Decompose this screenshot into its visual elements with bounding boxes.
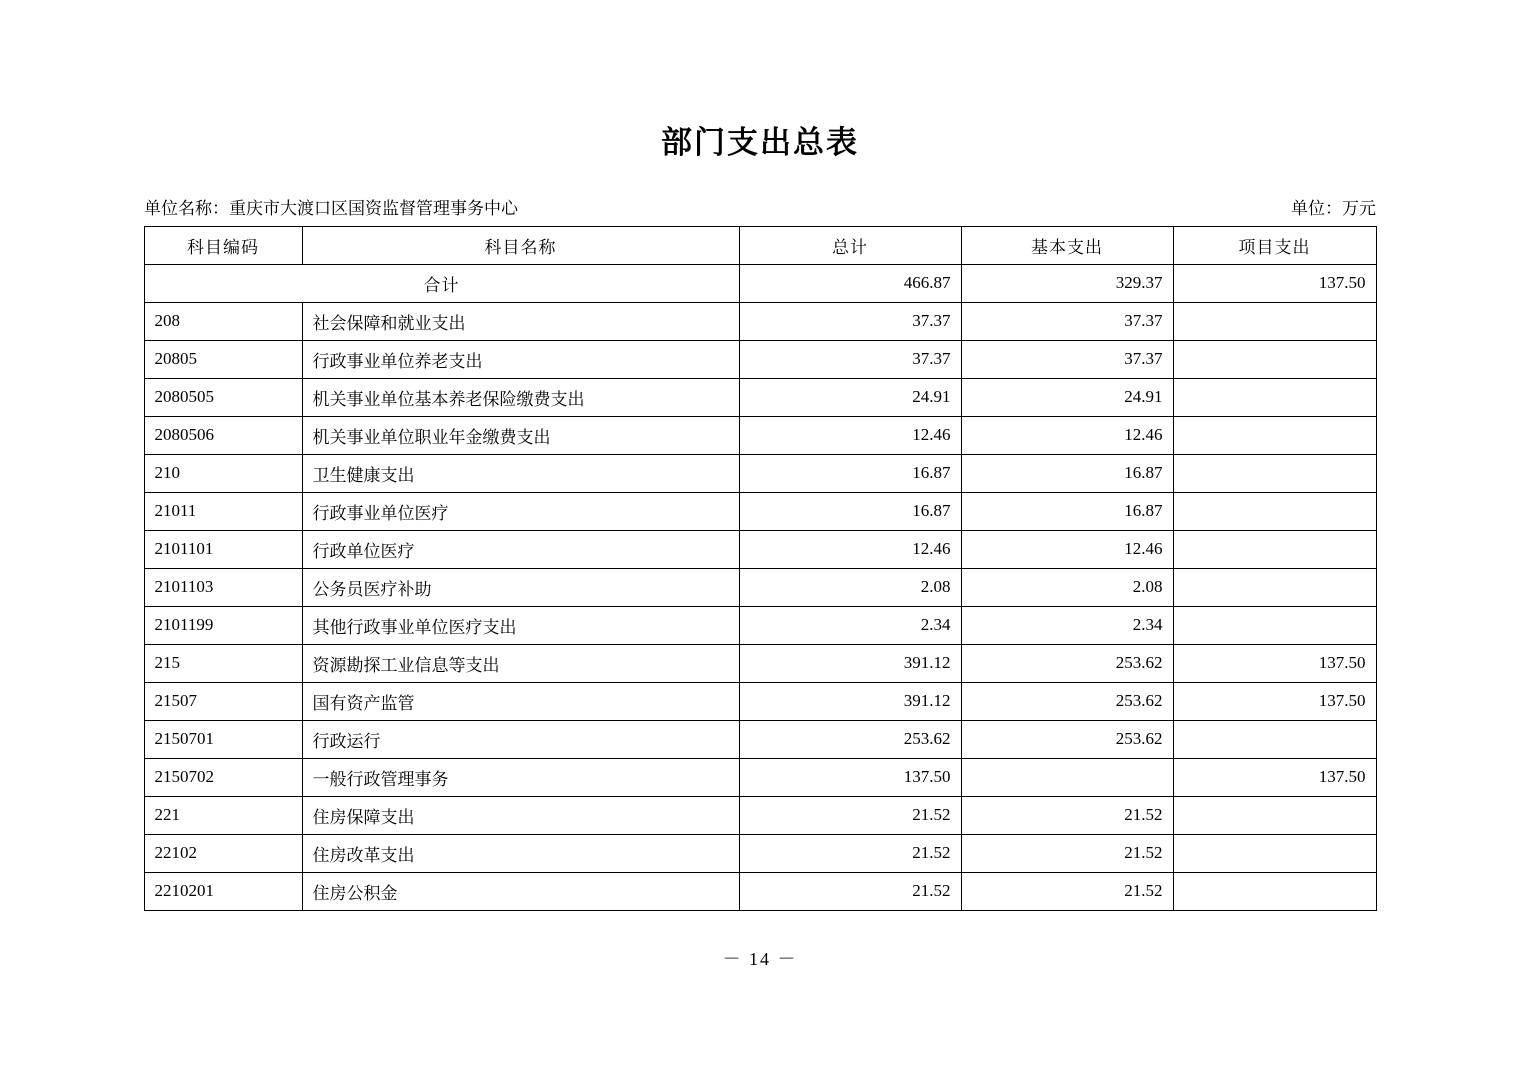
cell-total: 2.34 [739,606,961,644]
cell-project-expenditure: 137.50 [1173,682,1376,720]
cell-subject-code: 21507 [144,682,302,720]
cell-total: 37.37 [739,340,961,378]
table-row [144,530,1376,568]
cell-project-expenditure [1173,796,1376,834]
cell-basic-expenditure: 24.91 [961,378,1173,416]
cell-basic-expenditure: 253.62 [961,644,1173,682]
cell-project-expenditure [1173,720,1376,758]
cell-subject-code: 20805 [144,340,302,378]
cell-project-expenditure: 137.50 [1173,758,1376,796]
cell-subject-name: 机关事业单位职业年金缴费支出 [302,416,739,454]
table-row [144,378,1376,416]
table-row [144,340,1376,378]
cell-subject-code: 210 [144,454,302,492]
cell-subject-code: 2101101 [144,530,302,568]
cell-total: 253.62 [739,720,961,758]
table-row [144,796,1376,834]
table-header-row [144,226,1376,264]
cell-total: 12.46 [739,530,961,568]
cell-subject-name: 行政运行 [302,720,739,758]
department-expenditure-table [144,226,1377,911]
page-number: － 14 － [722,949,798,969]
cell-project-expenditure [1173,492,1376,530]
cell-subject-name: 社会保障和就业支出 [302,302,739,340]
cell-total: 2.08 [739,568,961,606]
cell-total: 21.52 [739,872,961,910]
table-row [144,834,1376,872]
total-row-label: 合计 [144,264,739,302]
column-header-basic: 基本支出 [961,226,1173,264]
table-row-total [144,264,1376,302]
cell-total: 16.87 [739,492,961,530]
cell-subject-name: 卫生健康支出 [302,454,739,492]
cell-project-expenditure [1173,834,1376,872]
cell-subject-code: 2080505 [144,378,302,416]
cell-total: 21.52 [739,834,961,872]
cell-subject-name: 住房改革支出 [302,834,739,872]
cell-basic-expenditure: 16.87 [961,492,1173,530]
unit-name-value: 重庆市大渡口区国资监督管理事务中心 [229,199,518,219]
cell-subject-code: 208 [144,302,302,340]
table-row [144,606,1376,644]
table-body [144,264,1376,910]
cell-total: 12.46 [739,416,961,454]
total-row-basic: 329.37 [961,264,1173,302]
cell-subject-code: 215 [144,644,302,682]
cell-basic-expenditure: 37.37 [961,340,1173,378]
cell-subject-code: 21011 [144,492,302,530]
cell-total: 391.12 [739,682,961,720]
cell-project-expenditure [1173,454,1376,492]
cell-total: 137.50 [739,758,961,796]
cell-project-expenditure: 137.50 [1173,644,1376,682]
table-row [144,454,1376,492]
table-row [144,416,1376,454]
cell-project-expenditure [1173,378,1376,416]
table-row [144,568,1376,606]
cell-subject-name: 国有资产监管 [302,682,739,720]
cell-basic-expenditure: 16.87 [961,454,1173,492]
cell-subject-name: 其他行政事业单位医疗支出 [302,606,739,644]
cell-basic-expenditure: 253.62 [961,682,1173,720]
cell-subject-name: 一般行政管理事务 [302,758,739,796]
cell-subject-code: 2101103 [144,568,302,606]
table-row [144,302,1376,340]
cell-basic-expenditure: 12.46 [961,530,1173,568]
cell-subject-name: 住房公积金 [302,872,739,910]
amount-unit: 单位：万元 [1291,199,1376,219]
cell-project-expenditure [1173,606,1376,644]
document-meta [144,161,1376,219]
cell-project-expenditure [1173,340,1376,378]
cell-project-expenditure [1173,302,1376,340]
unit-name [144,199,518,219]
cell-subject-code: 2080506 [144,416,302,454]
cell-subject-name: 行政事业单位医疗 [302,492,739,530]
cell-subject-code: 22102 [144,834,302,872]
cell-total: 37.37 [739,302,961,340]
cell-subject-name: 行政事业单位养老支出 [302,340,739,378]
column-header-name: 科目名称 [302,226,739,264]
cell-subject-name: 行政单位医疗 [302,530,739,568]
column-header-total: 总计 [739,226,961,264]
cell-project-expenditure [1173,872,1376,910]
cell-subject-code: 2150702 [144,758,302,796]
unit-name-label: 单位名称： [144,199,229,219]
cell-subject-code: 2150701 [144,720,302,758]
cell-basic-expenditure: 21.52 [961,872,1173,910]
page-title: 部门支出总表 [661,125,859,160]
cell-total: 16.87 [739,454,961,492]
cell-subject-code: 221 [144,796,302,834]
table-row [144,492,1376,530]
total-row-project: 137.50 [1173,264,1376,302]
table-row [144,758,1376,796]
cell-subject-name: 住房保障支出 [302,796,739,834]
cell-total: 21.52 [739,796,961,834]
cell-basic-expenditure: 12.46 [961,416,1173,454]
cell-total: 24.91 [739,378,961,416]
cell-basic-expenditure: 2.34 [961,606,1173,644]
cell-basic-expenditure [961,758,1173,796]
column-header-code: 科目编码 [144,226,302,264]
cell-total: 391.12 [739,644,961,682]
cell-project-expenditure [1173,568,1376,606]
column-header-project: 项目支出 [1173,226,1376,264]
cell-subject-name: 公务员医疗补助 [302,568,739,606]
table-row [144,644,1376,682]
cell-subject-name: 机关事业单位基本养老保险缴费支出 [302,378,739,416]
cell-basic-expenditure: 21.52 [961,796,1173,834]
cell-basic-expenditure: 21.52 [961,834,1173,872]
table-row [144,872,1376,910]
cell-project-expenditure [1173,530,1376,568]
cell-basic-expenditure: 253.62 [961,720,1173,758]
total-row-total: 466.87 [739,264,961,302]
cell-basic-expenditure: 37.37 [961,302,1173,340]
cell-subject-code: 2101199 [144,606,302,644]
cell-project-expenditure [1173,416,1376,454]
table-row [144,682,1376,720]
cell-subject-name: 资源勘探工业信息等支出 [302,644,739,682]
table-row [144,720,1376,758]
cell-subject-code: 2210201 [144,872,302,910]
cell-basic-expenditure: 2.08 [961,568,1173,606]
